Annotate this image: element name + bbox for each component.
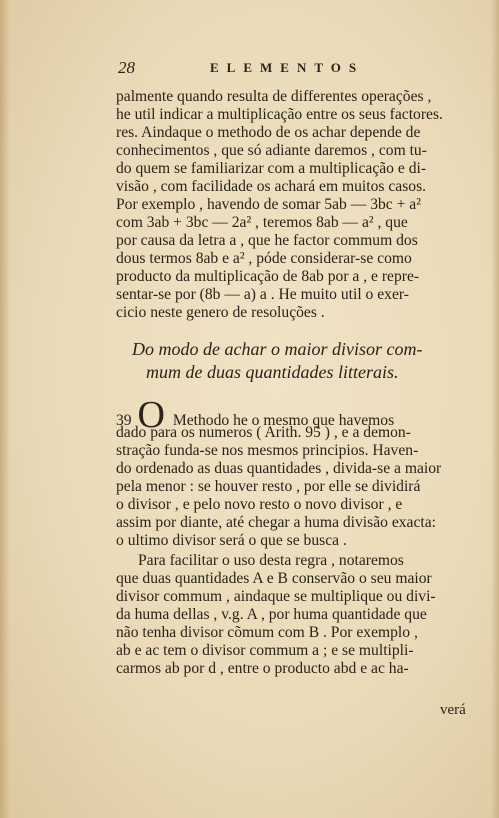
text-line: stração funda-se nos mesmos principios. Haven- <box>116 442 419 459</box>
text-line: visão , com facilidade os achará em muitos casos. <box>116 178 427 195</box>
text-line: do quem se familiarizar com a multiplicação e di- <box>116 160 427 177</box>
text-line: dado para os numeros ( Arith. 95 ) , e a demon- <box>116 424 411 441</box>
section-subheading <box>132 338 482 384</box>
text-line: pela menor : se houver resto , por elle se dividirá <box>116 478 421 495</box>
text-line: não tenha divisor cõmum com B . Por exemplo , <box>116 624 418 641</box>
subheading-line-2: mum de duas quantidades litterais. <box>146 362 399 382</box>
catchword: verá <box>440 702 466 718</box>
text-line: da huma dellas , v.g. A , por huma quantidade que <box>116 606 427 623</box>
paragraph-1 <box>116 88 488 322</box>
section-number: 39 <box>116 412 132 429</box>
text-line: com 3ab + 3bc — 2a² , teremos 8ab — a² , que <box>116 214 408 231</box>
text-line: carmos ab por d , entre o producto abd e ac ha- <box>116 660 409 677</box>
text-line: Para facilitar o uso desta regra , notaremos <box>138 552 404 569</box>
text-line: do ordenado as duas quantidades , divida-se a maior <box>116 460 442 477</box>
text-line: producto da multiplicação de 8ab por a , e repre- <box>116 268 420 285</box>
text-line: Por exemplo , havendo de somar 5ab — 3bc + a² <box>116 196 421 213</box>
first-line-text: Methodo he o mesmo que havemos <box>172 412 395 429</box>
text-line: he util indicar a multiplicação entre os seus factores. <box>116 106 443 123</box>
text-line: sentar-se por (8b — a) a . He muito util o exer- <box>116 286 409 303</box>
paragraph-2-and-3 <box>116 394 488 678</box>
page-number: 28 <box>118 58 135 77</box>
text-line: palmente quando resulta de differentes operações , <box>116 88 432 105</box>
page-edge-shadow-right <box>491 0 499 818</box>
text-line: assim por diante, até chegar a huma divisão exacta: <box>116 514 436 531</box>
text-line: ab e ac tem o divisor commum a ; e se multipli- <box>116 642 414 659</box>
text-line: cicio neste genero de resoluções . <box>116 304 325 321</box>
text-line: conhecimentos , que só adiante daremos , com tu- <box>116 142 427 159</box>
text-line: divisor commum , aindaque se multiplique ou divi- <box>116 588 436 605</box>
page-edge-shadow-left <box>0 0 10 818</box>
text-line: por causa da letra a , que he factor commum dos <box>116 232 418 249</box>
text-line: o ultimo divisor será o que se busca . <box>116 532 347 549</box>
text-line: que duas quantidades A e B conservão o seu maior <box>116 570 432 587</box>
drop-cap: O <box>137 394 165 436</box>
text-line: dous termos 8ab e a² , póde considerar-se como <box>116 250 412 267</box>
text-line: res. Aindaque o methodo de os achar depende de <box>116 124 421 141</box>
running-head-title: ELEMENTOS <box>210 60 365 75</box>
running-head <box>118 58 480 80</box>
text-line: o divisor , e pelo novo resto o novo divisor , e <box>116 496 403 513</box>
subheading-line-1: Do modo de achar o maior divisor com- <box>132 339 423 359</box>
